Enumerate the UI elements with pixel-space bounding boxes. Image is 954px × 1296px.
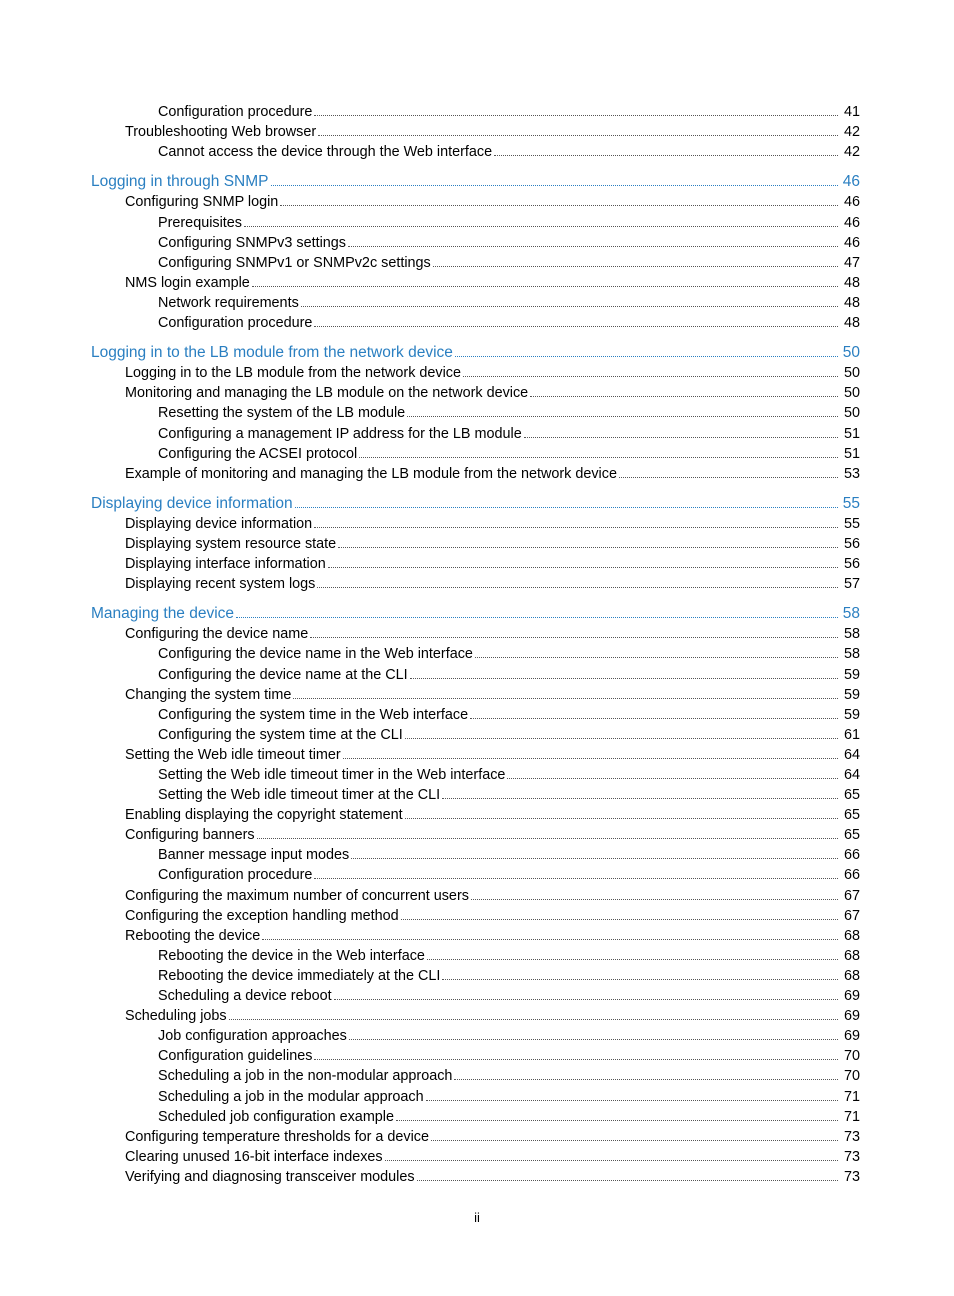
toc-chapter-link[interactable] [0,602,860,622]
toc-entry-page: 53 [843,465,860,482]
toc-entry-title: Configuring the maximum number of concurrent users [125,887,469,904]
dot-leader [524,436,838,438]
toc-entry-link[interactable] [0,723,860,743]
dot-leader [257,837,838,839]
dot-leader [359,456,838,458]
toc-chapter-link[interactable] [0,170,860,190]
page-number: ii [474,1210,480,1225]
dot-leader [405,737,838,739]
toc-entry-title: Configuring SNMPv1 or SNMPv2c settings [158,254,431,271]
dot-leader [314,114,838,116]
dot-leader [301,305,838,307]
toc-entry-page: 59 [843,666,860,683]
dot-leader [401,918,838,920]
toc-entry-link[interactable] [0,683,860,703]
toc-entry-page: 57 [843,576,860,593]
toc-chapter-link[interactable] [0,341,860,361]
toc-entry-link[interactable] [0,783,860,803]
toc-entry-link[interactable] [0,291,860,311]
toc-entry-link[interactable] [0,210,860,230]
toc-entry-title: Cannot access the device through the Web interface [158,144,493,161]
toc-entry-page: 71 [843,1088,860,1105]
toc-entry-title: Configuring SNMP login [125,194,279,211]
toc-entry-title: Banner message input modes [158,847,350,864]
toc-entry-page: 50 [843,385,860,402]
toc-entry-title: Troubleshooting Web browser [125,124,317,141]
dot-leader [314,1058,838,1060]
toc-entry-title: Configuring the ACSEI protocol [158,445,358,462]
toc-entry-link[interactable] [0,442,860,462]
toc-entry-title: Configuration procedure [158,315,313,332]
dot-leader [455,355,838,357]
dot-leader [463,375,838,377]
toc-entry-page: 58 [842,605,860,623]
dot-leader [385,1159,838,1161]
dot-leader [295,506,838,508]
dot-leader [405,817,838,819]
toc-entry-page: 50 [842,344,860,362]
toc-entry-title: Rebooting the device in the Web interface [158,947,425,964]
toc-entry-page: 73 [843,1128,860,1145]
toc-entry-page: 66 [843,847,860,864]
toc-entry-title: Configuring the device name in the Web interface [158,646,473,663]
toc-entry-page: 68 [843,927,860,944]
toc-entry-link[interactable] [0,251,860,271]
toc-entry-title: Managing the device [91,605,235,623]
toc-entry-page: 47 [843,254,860,271]
dot-leader [317,586,838,588]
dot-leader [619,476,838,478]
dot-leader [407,415,838,417]
toc-entry-title: Clearing unused 16-bit interface indexes [125,1148,383,1165]
toc-entry-page: 70 [843,1068,860,1085]
dot-leader [507,777,838,779]
toc-entry-title: Configuring banners [125,827,255,844]
dot-leader [454,1078,838,1080]
toc-entry-link[interactable] [0,462,860,482]
toc-entry-link[interactable] [0,1044,860,1064]
toc-entry-link[interactable] [0,1024,860,1044]
toc-entry-link[interactable] [0,642,860,662]
toc-entry-link[interactable] [0,421,860,441]
toc-entry-page: 66 [843,867,860,884]
toc-entry-page: 69 [843,988,860,1005]
toc-entry-title: Rebooting the device [125,927,261,944]
toc-entry-link[interactable] [0,924,860,944]
toc-entry-title: Scheduling a device reboot [158,988,332,1005]
toc-entry-page: 61 [843,726,860,743]
toc-entry-title: Rebooting the device immediately at the CLI [158,967,441,984]
toc-entry-title: Configuring the device name [125,626,309,643]
toc-entry-page: 64 [843,746,860,763]
toc-entry-link[interactable] [0,190,860,210]
toc-entry-page: 46 [842,173,860,191]
toc-entry-link[interactable] [0,532,860,552]
toc-entry-link[interactable] [0,231,860,251]
toc-entry-title: Configuring SNMPv3 settings [158,234,346,251]
toc-entry-page: 65 [843,827,860,844]
toc-entry-link[interactable] [0,361,860,381]
toc-entry-link[interactable] [0,662,860,682]
toc-entry-link[interactable] [0,863,860,883]
toc-entry-page: 65 [843,787,860,804]
dot-leader [530,395,838,397]
toc-entry-page: 70 [843,1048,860,1065]
dot-leader [494,154,838,156]
toc-entry-link[interactable] [0,1004,860,1024]
toc-entry-link[interactable] [0,1105,860,1125]
dot-leader [328,566,838,568]
toc-entry-title: Displaying recent system logs [125,576,316,593]
toc-entry-link[interactable] [0,572,860,592]
toc-entry-page: 58 [843,626,860,643]
dot-leader [475,656,838,658]
toc-entry-title: Configuring temperature thresholds for a device [125,1128,429,1145]
dot-leader [442,978,838,980]
toc-entry-page: 50 [843,405,860,422]
dot-leader [343,757,838,759]
dot-leader [314,526,838,528]
toc-entry-title: Changing the system time [125,686,292,703]
toc-entry-link[interactable] [0,552,860,572]
toc-entry-link[interactable] [0,100,860,120]
toc-entry-page: 42 [843,124,860,141]
dot-leader [318,134,838,136]
toc-entry-title: Configuring the system time in the Web interface [158,706,469,723]
toc-entry-link[interactable] [0,1125,860,1145]
toc-entry-link[interactable] [0,1165,860,1185]
toc-entry-page: 73 [843,1168,860,1185]
dot-leader [310,636,838,638]
toc-entry-title: NMS login example [125,274,250,291]
toc-entry-link[interactable] [0,1145,860,1165]
dot-leader [417,1179,838,1181]
dot-leader [426,1099,838,1101]
toc-entry-title: Example of monitoring and managing the LB module from the network device [125,465,617,482]
toc-entry-link[interactable] [0,311,860,331]
toc-entry-title: Displaying device information [125,515,313,532]
dot-leader [348,245,838,247]
toc-entry-link[interactable] [0,883,860,903]
toc-entry-title: Network requirements [158,294,299,311]
toc-entry-title: Configuration procedure [158,104,313,121]
toc-entry-link[interactable] [0,984,860,1004]
toc-entry-page: 55 [843,515,860,532]
toc-entry-link[interactable] [0,271,860,291]
dot-leader [252,285,838,287]
toc-entry-title: Scheduling a job in the non-modular approach [158,1068,453,1085]
dot-leader [410,677,838,679]
toc-entry-page: 68 [843,947,860,964]
toc-entry-page: 56 [843,556,860,573]
toc-entry-title: Displaying system resource state [125,535,337,552]
toc-entry-page: 65 [843,807,860,824]
toc-entry-page: 51 [843,445,860,462]
toc-entry-title: Resetting the system of the LB module [158,405,406,422]
toc-entry-link[interactable] [0,763,860,783]
toc-entry-title: Logging in to the LB module from the network device [91,344,453,362]
dot-leader [314,325,838,327]
toc-entry-page: 67 [843,907,860,924]
dot-leader [349,1038,838,1040]
toc-entry-link[interactable] [0,1084,860,1104]
dot-leader [471,898,838,900]
dot-leader [236,616,838,618]
dot-leader [271,184,838,186]
toc-entry-page: 42 [843,144,860,161]
toc-entry-title: Setting the Web idle timeout timer at the CLI [158,787,441,804]
toc-entry-page: 48 [843,294,860,311]
toc-entry-title: Configuring the device name at the CLI [158,666,408,683]
toc-entry-link[interactable] [0,622,860,642]
toc-entry-page: 51 [843,425,860,442]
dot-leader [244,225,838,227]
toc-entry-page: 48 [843,274,860,291]
toc-entry-page: 56 [843,535,860,552]
toc-entry-page: 46 [843,214,860,231]
toc-entry-link[interactable] [0,843,860,863]
toc-entry-title: Scheduling jobs [125,1008,227,1025]
toc-entry-page: 50 [843,365,860,382]
toc-entry-title: Displaying interface information [125,556,326,573]
toc-entry-title: Setting the Web idle timeout timer [125,746,341,763]
toc-entry-title: Enabling displaying the copyright statement [125,807,403,824]
toc-entry-link[interactable] [0,904,860,924]
table-of-contents [0,100,954,1185]
dot-leader [431,1139,838,1141]
toc-entry-link[interactable] [0,120,860,140]
toc-entry-link[interactable] [0,803,860,823]
dot-leader [442,797,838,799]
toc-entry-page: 71 [843,1108,860,1125]
toc-entry-title: Configuring the exception handling method [125,907,399,924]
dot-leader [293,697,838,699]
toc-entry-page: 69 [843,1008,860,1025]
dot-leader [262,938,838,940]
toc-entry-title: Configuring the system time at the CLI [158,726,403,743]
toc-entry-title: Monitoring and managing the LB module on the network device [125,385,529,402]
toc-entry-link[interactable] [0,743,860,763]
toc-entry-page: 41 [843,104,860,121]
toc-entry-page: 69 [843,1028,860,1045]
toc-entry-page: 67 [843,887,860,904]
dot-leader [433,265,838,267]
dot-leader [338,546,838,548]
dot-leader [470,717,838,719]
toc-entry-page: 64 [843,767,860,783]
toc-entry-page: 68 [843,967,860,984]
toc-entry-link[interactable] [0,703,860,723]
toc-entry-link[interactable] [0,140,860,160]
dot-leader [334,998,838,1000]
toc-entry-page: 55 [842,494,860,512]
toc-entry-page: 46 [843,194,860,211]
toc-entry-title: Setting the Web idle timeout timer in the Web interface [158,767,506,783]
toc-entry-link[interactable] [0,381,860,401]
toc-entry-title: Configuration procedure [158,867,313,884]
toc-entry-link[interactable] [0,512,860,532]
toc-entry-title: Logging in to the LB module from the network device [125,365,461,382]
toc-entry-link[interactable] [0,944,860,964]
toc-entry-link[interactable] [0,823,860,843]
toc-entry-link[interactable] [0,964,860,984]
toc-entry-title: Scheduled job configuration example [158,1108,395,1125]
toc-chapter-link[interactable] [0,492,860,512]
toc-entry-page: 59 [843,686,860,703]
toc-entry-title: Configuring a management IP address for the LB module [158,425,522,442]
toc-entry-page: 46 [843,234,860,251]
toc-entry-title: Configuration guidelines [158,1048,313,1065]
dot-leader [229,1018,838,1020]
dot-leader [427,958,838,960]
toc-entry-link[interactable] [0,401,860,421]
dot-leader [396,1119,838,1121]
toc-entry-title: Logging in through SNMP [91,173,269,191]
toc-entry-title: Job configuration approaches [158,1028,347,1045]
dot-leader [314,877,838,879]
toc-entry-title: Verifying and diagnosing transceiver modules [125,1168,415,1185]
toc-entry-title: Displaying device information [91,494,293,512]
toc-entry-page: 58 [843,646,860,663]
toc-entry-page: 59 [843,706,860,723]
toc-entry-link[interactable] [0,1064,860,1084]
toc-entry-title: Scheduling a job in the modular approach [158,1088,424,1105]
dot-leader [351,857,838,859]
toc-entry-page: 48 [843,315,860,332]
toc-entry-page: 73 [843,1148,860,1165]
dot-leader [280,204,838,206]
toc-entry-title: Prerequisites [158,214,242,231]
